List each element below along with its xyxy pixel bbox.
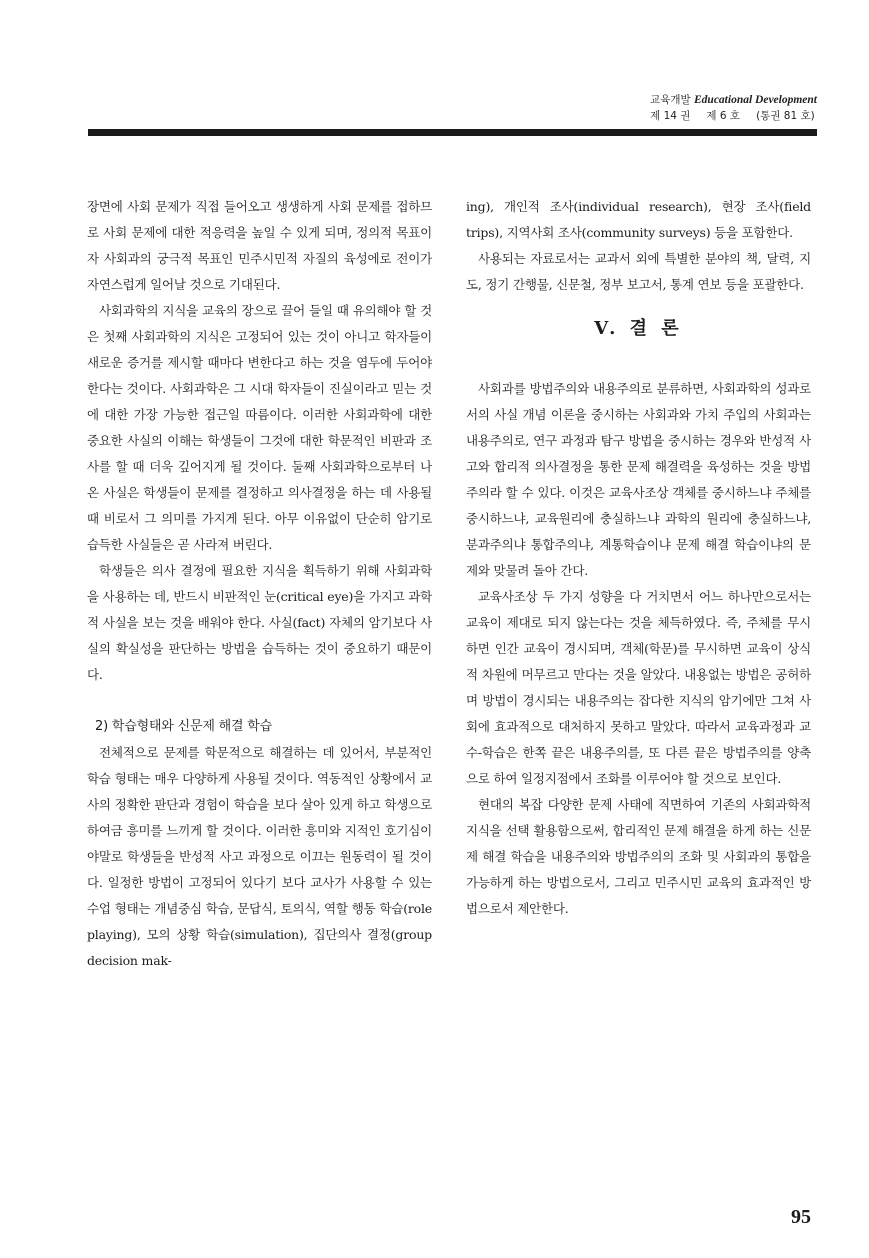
paragraph: 사회과학의 지식을 교육의 장으로 끌어 들일 때 유의해야 할 것은 첫째 사회과학의 지식은 고정되어 있는 것이 아니고 학자들이 새로운 증거를 제시할 때마다 변한다고 하는 것을 염두에 두어야 한다는 것이다. 사회과학은 그 시대 학자들이 진실이라고 믿는 것에 대한 가장 가능한 접근일 따름이다. 이러한 사회과학에 대한 중요한 사실의 이해는 학생들이 그것에 대한 학문적인 비판과 조사를 할 때 더욱 깊어지게 될 것이다. 둘째 사회과학으로부터 나온 사실은 학생들이 문제를 결정하고 의사결정을 하는 데 사용될 때 비로서 그 의미를 가지게 된다. 아무 이유없이 단순히 암기로 습득한 사실들은 곧 사라져 버린다. xyxy=(87,303,432,552)
left-column xyxy=(87,194,432,974)
journal-title xyxy=(650,92,817,108)
right-column xyxy=(466,194,811,922)
paragraph: 학생들은 의사 결정에 필요한 지식을 획득하기 위해 사회과학을 사용하는 데, 반드시 비판적인 눈(critical eye)을 가지고 과학적 사실을 보는 것을 배워야 한다. 사실(fact) 자체의 암기보다 사실의 확실성을 판단하는 방법을 습득하는 것이 중요하기 때문이다. xyxy=(87,563,432,682)
page-number: 95 xyxy=(791,1206,811,1228)
running-header xyxy=(650,92,817,124)
header-rule xyxy=(88,129,817,136)
issue-info xyxy=(650,108,817,124)
section-heading: V. 결 론 xyxy=(594,318,683,339)
subsection-heading: 2) 학습형태와 신문제 해결 학습 xyxy=(95,719,272,734)
journal-title-ko: 교육개발 xyxy=(650,94,691,106)
journal-title-en: Educational Development xyxy=(694,94,817,106)
paragraph: 사용되는 자료로서는 교과서 외에 특별한 분야의 책, 달력, 지도, 정기 간행물, 신문철, 정부 보고서, 통계 연보 등을 포괄한다. xyxy=(466,251,811,292)
volume-label: 제 14 권 xyxy=(650,110,691,122)
paragraph: 현대의 복잡 다양한 문제 사태에 직면하여 기존의 사회과학적 지식을 선택 활용함으로써, 합리적인 문제 해결을 하게 하는 신문제 해결 학습을 내용주의와 방법주의의 조화 및 사회과의 통합을 가능하게 하는 방법으로서, 그리고 민주시민 교육의 효과적인 방법으로서 제안한다. xyxy=(466,797,811,916)
issue-label: 제 6 호 xyxy=(706,110,741,122)
paragraph: 장면에 사회 문제가 직접 들어오고 생생하게 사회 문제를 접하므로 사회 문제에 대한 적응력을 높일 수 있게 되며, 정의적 목표이자 사회과의 궁극적 목표인 민주시민적 자질의 육성에로 전이가 자연스럽게 일어날 것으로 기대된다. xyxy=(87,199,432,292)
paragraph: 교육사조상 두 가지 성향을 다 거치면서 어느 하나만으로서는 교육이 제대로 되지 않는다는 것을 체득하였다. 즉, 주체를 무시하면 인간 교육이 경시되며, 객체(학문)를 무시하면 교육이 상식적 차원에 머무르고 만다는 것을 알았다. 내용없는 방법은 공허하며 방법이 경시되는 내용주의는 잡다한 지식의 암기에만 그쳐 사회에 효과적으로 대처하지 못하고 말았다. 따라서 교육과정과 교수-학습은 한쪽 끝은 내용주의를, 또 다른 끝은 방법주의를 양축으로 하여 일정지점에서 조화를 이루어야 할 것으로 보인다. xyxy=(466,589,811,786)
paragraph: 사회과를 방법주의와 내용주의로 분류하면, 사회과학의 성과로서의 사실 개념 이론을 중시하는 사회과와 가치 주입의 사회과는 내용주의로, 연구 과정과 탐구 방법을 중시하는 경우와 반성적 사고와 합리적 의사결정을 통한 문제 해결력을 육성하는 것을 방법주의라 할 수 있다. 이것은 교육사조상 객체를 중시하느냐 주체를 중시하느냐, 교육원리에 충실하느냐 과학의 원리에 충실하느냐, 분과주의냐 통합주의냐, 계통학습이냐 문제 해결 학습이냐의 문제와 맞물려 돌아 간다. xyxy=(466,381,811,578)
paragraph: 전체적으로 문제를 학문적으로 해결하는 데 있어서, 부분적인 학습 형태는 매우 다양하게 사용될 것이다. 역동적인 상황에서 교사의 정확한 판단과 경험이 학습을 보다 살아 있게 하고 학생으로 하여금 흥미를 느끼게 할 것이다. 이러한 흥미와 지적인 호기심이야말로 학생들을 반성적 사고 과정으로 이끄는 원동력이 될 것이다. 일정한 방법이 고정되어 있다기 보다 교사가 사용할 수 있는 수업 형태는 개념중심 학습, 문답식, 토의식, 역할 행동 학습(role playing), 모의 상황 학습(simulation), 집단의사 결정(group decision mak- xyxy=(87,745,432,968)
paragraph: ing), 개인적 조사(individual research), 현장 조사(field trips), 지역사회 조사(community surveys) 등을 포함한다. xyxy=(466,199,811,240)
total-issue-label: (통권 81 호) xyxy=(756,110,815,122)
